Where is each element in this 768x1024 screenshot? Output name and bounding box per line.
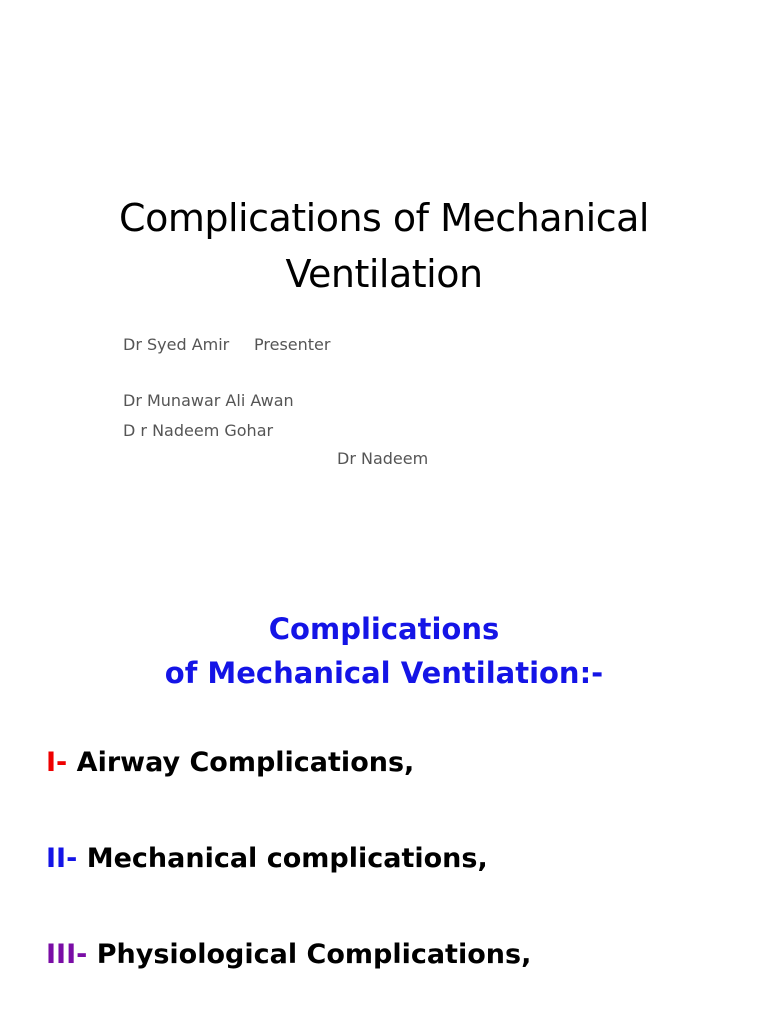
section-heading: [0, 607, 768, 695]
presenter-role: Presenter: [254, 335, 331, 354]
presenter-name: Dr Syed Amir: [123, 335, 230, 354]
slide-title-line-2: Ventilation: [285, 252, 483, 296]
list-item-text: Mechanical complications,: [86, 843, 488, 874]
list-item: [46, 841, 488, 877]
slide-title: [0, 190, 768, 302]
credit-line-4: Dr Nadeem: [337, 449, 429, 468]
slide-title-line-1: Complications of Mechanical: [119, 196, 649, 240]
list-item-numeral: I-: [46, 747, 68, 778]
section-heading-line-2: of Mechanical Ventilation:-: [164, 656, 604, 690]
credit-line-2: Dr Munawar Ali Awan: [123, 391, 294, 410]
list-item-text: Physiological Complications,: [96, 939, 532, 970]
list-item: [46, 937, 531, 973]
section-heading-line-1: Complications: [268, 612, 500, 646]
list-item-numeral: III-: [46, 939, 88, 970]
list-item-numeral: II-: [46, 843, 78, 874]
list-item-text: Airway Complications,: [76, 747, 415, 778]
credit-line-3: D r Nadeem Gohar: [123, 421, 274, 440]
list-item: [46, 745, 414, 781]
